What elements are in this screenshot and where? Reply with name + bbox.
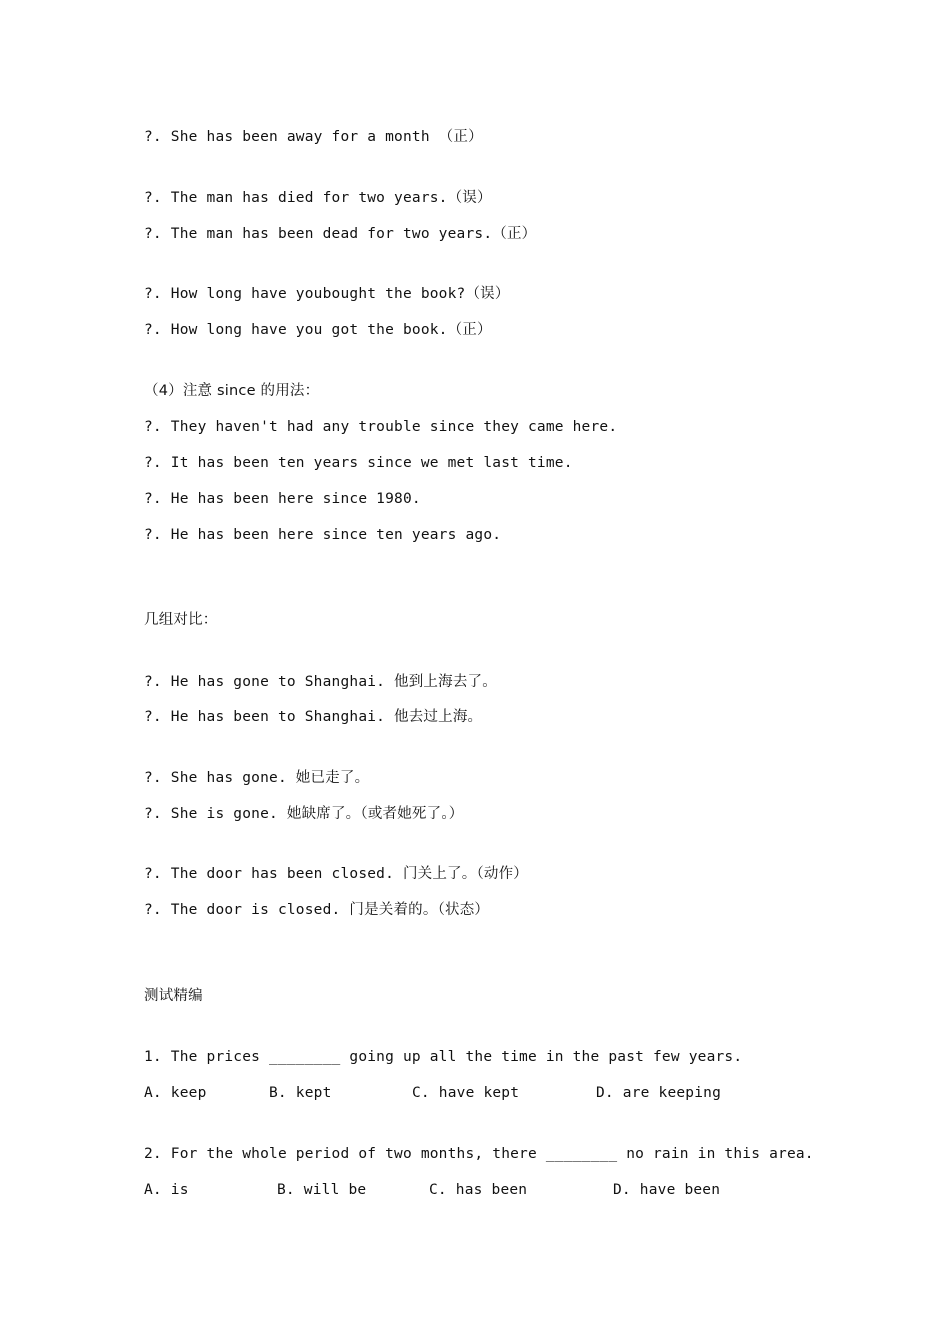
compare-line: ?. The door has been closed. 门关上了。（动作） — [144, 866, 529, 882]
compare-line: ?. He has gone to Shanghai. 他到上海去了。 — [144, 674, 497, 690]
section-heading-compare: 几组对比： — [144, 612, 218, 628]
example-line: ?. They haven't had any trouble since they came here. — [144, 419, 618, 435]
example-line: ?. How long have you got the book.（正） — [144, 322, 492, 338]
compare-line: ?. She has gone. 她已走了。 — [144, 770, 370, 786]
question-option: D. have been — [613, 1182, 721, 1198]
question-option: A. keep — [144, 1085, 207, 1101]
compare-line: ?. The door is closed. 门是关着的。（状态） — [144, 902, 490, 918]
example-line: ?. It has been ten years since we met last time. — [144, 455, 573, 471]
section-heading-since: （4）注意 since 的用法： — [144, 383, 320, 399]
compare-line: ?. He has been to Shanghai. 他去过上海。 — [144, 709, 483, 725]
example-line: ?. The man has been dead for two years.（正） — [144, 226, 537, 242]
question-option: B. kept — [269, 1085, 332, 1101]
section-heading-test: 测试精编 — [144, 988, 203, 1004]
compare-line: ?. She is gone. 她缺席了。（或者她死了。） — [144, 806, 464, 822]
question-option: B. will be — [277, 1182, 367, 1198]
question-option: A. is — [144, 1182, 189, 1198]
example-line: ?. She has been away for a month （正） — [144, 129, 483, 145]
example-line: ?. He has been here since ten years ago. — [144, 527, 502, 543]
question-option: D. are keeping — [596, 1085, 722, 1101]
question-stem: 1. The prices ________ going up all the time in the past few years. — [144, 1049, 743, 1065]
question-option: C. has been — [429, 1182, 528, 1198]
question-option: C. have kept — [412, 1085, 520, 1101]
question-stem: 2. For the whole period of two months, there ________ no rain in this area. — [144, 1146, 814, 1162]
example-line: ?. How long have youbought the book?（误） — [144, 286, 510, 302]
example-line: ?. He has been here since 1980. — [144, 491, 421, 507]
example-line: ?. The man has died for two years.（误） — [144, 190, 492, 206]
